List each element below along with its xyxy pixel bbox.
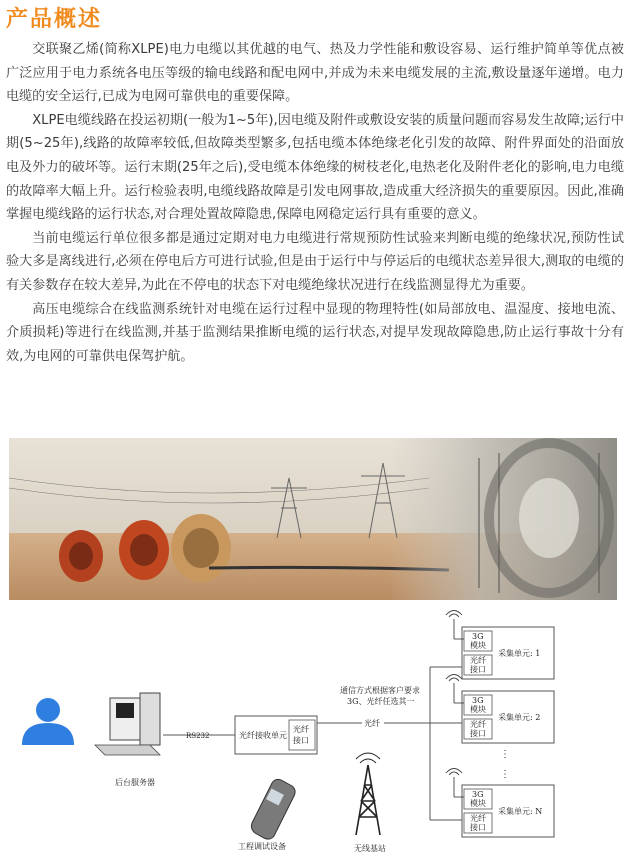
collection-unit-2	[446, 675, 554, 744]
rs232-label: RS232	[186, 732, 210, 740]
unit-1-module-line1: 3G	[472, 632, 484, 641]
antenna-icon	[446, 769, 464, 798]
paragraph-4: 高压电缆综合在线监测系统针对电缆在运行过程中显现的物理特性(如局部放电、温湿度、接地电流、介质损耗)等进行在线监测,并基于监测结果推断电缆的运行状态,对提早发现故障隐患,防止运行事故十分有效,为电网的可靠供电保驾护航。	[6, 301, 624, 364]
unit-n-port-line1: 光纤	[470, 814, 486, 823]
server-label: 后台服务器	[115, 778, 155, 787]
unit-1-module-line2: 模块	[470, 641, 486, 650]
paragraph-2: XLPE电缆线路在投运初期(一般为1~5年),因电缆及附件或敷设安装的质量问题而容易发生故障;运行中期(5~25年),线路的故障率较低,但故障类型繁多,包括电缆本体绝缘老化引发的故障、附件界面处的沿面放电及外力的破坏等。运行末期(25年之后),受电缆本体绝缘的树枝老化,电热老化及附件老化的影响,电力电缆的故障率大幅上升。运行检验表明,电缆线路故障是引发电网事故,造成重大经济损失的重要原因。因此,准确掌握电缆线路的运行状态,对合理处置故障隐患,保障电网稳定运行具有重要的意义。	[6, 112, 624, 223]
server-icon	[95, 693, 160, 755]
ellipsis-1: ⋮	[500, 749, 510, 760]
fiber-label: 光纤	[364, 719, 380, 728]
unit-2-module-line2: 模块	[470, 705, 486, 714]
paragraph-1: 交联聚乙烯(简称XLPE)电力电缆以其优越的电气、热及力学性能和敷设容易、运行维护简单等优点被广泛应用于电力系统各电压等级的输电线路和配电网中,并成为未来电缆发展的主流,敷设量逐年递增。电力电缆的安全运行,已成为电网可靠供电的重要保障。	[6, 42, 624, 105]
page-title: 产品概述	[6, 7, 103, 32]
collection-unit-1	[446, 611, 554, 680]
system-diagram	[0, 605, 631, 858]
unit-2-label: 采集单元: 2	[498, 713, 541, 722]
comm-note-line2: 3G、光纤任选其一	[347, 697, 415, 706]
antenna-icon	[446, 675, 464, 704]
handheld-device-icon	[251, 779, 295, 839]
base-station-label: 无线基站	[354, 844, 386, 853]
debug-device-label: 工程调试设备	[238, 842, 286, 851]
ellipsis-2: ⋮	[500, 769, 510, 780]
unit-1-port-line1: 光纤	[470, 656, 486, 665]
unit-1-label: 采集单元: 1	[498, 649, 541, 658]
unit-1-port-line2: 接口	[470, 665, 486, 674]
base-station-icon	[356, 753, 380, 835]
paragraph-3: 当前电缆运行单位很多都是通过定期对电力电缆进行常规预防性试验来判断电缆的绝缘状况,预防性试验大多是离线进行,必须在停电后方可进行试验,但是由于运行中与停运后的电缆状态差异很大,测取的电缆的有关参数存在较大差异,为此在不停电的状态下对电缆绝缘状况进行在线监测显得尤为重要。	[6, 230, 624, 293]
unit-2-port-line1: 光纤	[470, 720, 486, 729]
unit-n-module-line1: 3G	[472, 790, 484, 799]
unit-n-module-line2: 模块	[470, 799, 486, 808]
cable-installation-photo	[9, 438, 617, 600]
comm-note-line1: 通信方式根据客户要求	[340, 686, 420, 695]
receiver-port-line2: 接口	[293, 736, 309, 745]
user-icon	[22, 698, 74, 745]
unit-2-port-line2: 接口	[470, 729, 486, 738]
unit-n-port-line2: 接口	[470, 823, 486, 832]
receiver-label: 光纤接收单元	[239, 731, 287, 740]
receiver-port-line1: 光纤	[293, 725, 309, 734]
unit-n-label: 采集单元: N	[498, 807, 543, 816]
unit-2-module-line1: 3G	[472, 696, 484, 705]
antenna-icon	[446, 611, 464, 640]
overview-text	[6, 38, 624, 368]
